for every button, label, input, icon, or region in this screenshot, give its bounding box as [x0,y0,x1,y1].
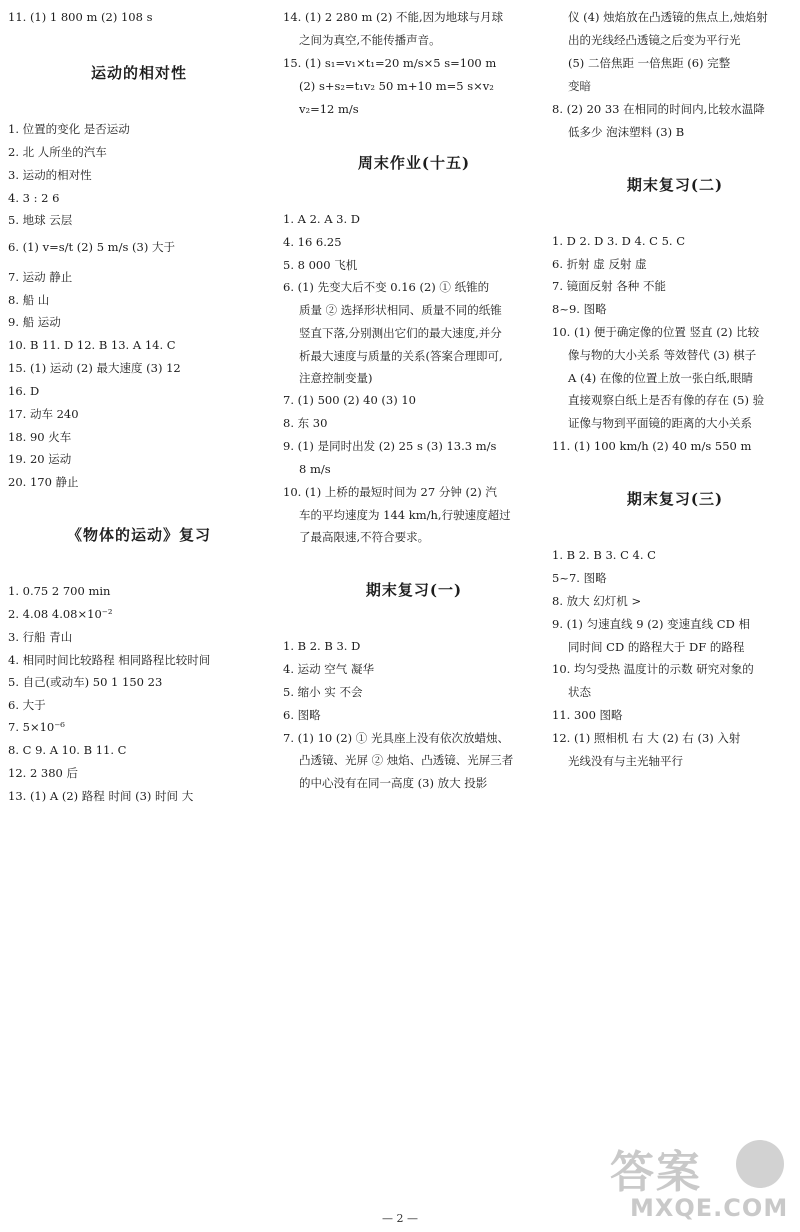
answer-line: 1. 位置的变化 是否运动 [8,122,130,136]
answer-line: 4. 3 : 2 6 [8,191,60,205]
answer-line: 17. 动车 240 [8,407,79,421]
answer-line: 光线没有与主光轴平行 [568,754,683,768]
section-heading-final-review-3: 期末复习(三) [626,490,724,508]
answer-line: 8. 东 30 [283,416,328,430]
answer-line: 质量 ② 选择形状相同、质量不同的纸锥 [299,303,502,317]
answer-line: 5. 8 000 飞机 [283,258,358,272]
answer-line: 5~7. 图略 [552,571,607,585]
answer-line: 16. D [8,384,40,398]
answer-line: 10. B 11. D 12. B 13. A 14. C [8,338,176,352]
answer-line: 9. (1) 匀速直线 9 (2) 变速直线 CD 相 [552,617,750,631]
answer-line: (2) s+s₂=t₁v₂ 50 m+10 m=5 s×v₂ [299,79,494,93]
section-heading-weekend-15: 周末作业(十五) [357,154,471,172]
answer-line: 2. 北 人所坐的汽车 [8,145,107,159]
answer-line: 低多少 泡沫塑料 (3) B [568,125,685,139]
answer-line: 的中心没有在同一高度 (3) 放大 投影 [299,776,488,790]
answer-line: 7. 5×10⁻⁶ [8,720,65,734]
answer-line: 2. 4.08 4.08×10⁻² [8,607,113,621]
answer-line: 14. (1) 2 280 m (2) 不能,因为地球与月球 [283,10,504,24]
answer-line: 11. (1) 100 km/h (2) 40 m/s 550 m [552,439,752,453]
section-heading-final-review-1: 期末复习(一) [365,581,463,599]
answer-line: 3. 运动的相对性 [8,168,92,182]
answer-line: 1. B 2. B 3. C 4. C [552,548,656,562]
answer-line: 7. (1) 10 (2) ① 光具座上没有依次放蜡烛、 [283,731,509,745]
answer-line: 析最大速度与质量的关系(答案合理即可, [299,349,503,363]
answer-line: 5. 地球 云层 [8,213,73,227]
answer-line: 20. 170 静止 [8,475,79,489]
answer-line: 8. 放大 幻灯机 > [552,594,642,608]
answer-line: 6. (1) 先变大后不变 0.16 (2) ① 纸锥的 [283,280,490,294]
answer-line: 6. 大于 [8,698,46,712]
answer-line: v₂=12 m/s [299,102,359,116]
answer-line: 仪 (4) 烛焰放在凸透镜的焦点上,烛焰射 [568,10,768,24]
answer-line: 11. (1) 1 800 m (2) 108 s [8,10,153,24]
watermark-text: 答案 [610,1147,702,1198]
answer-line: 1. B 2. B 3. D [283,639,361,653]
answer-line: 3. 行船 青山 [8,630,73,644]
answer-line: 注意控制变量) [299,371,373,385]
answer-line: 7. (1) 500 (2) 40 (3) 10 [283,393,416,407]
answer-line: 8 m/s [299,462,331,476]
answer-line: 18. 90 火车 [8,430,72,444]
answer-line: 6. 图略 [283,708,321,722]
answer-line: 1. D 2. D 3. D 4. C 5. C [552,234,686,248]
answer-line: 变暗 [568,79,591,93]
answer-line: 竖直下落,分别测出它们的最大速度,并分 [299,326,502,340]
answer-line: 1. 0.75 2 700 min [8,584,111,598]
answer-line: 15. (1) s₁=v₁×t₁=20 m/s×5 s=100 m [283,56,497,70]
section-heading-final-review-2: 期末复习(二) [626,176,724,194]
answer-line: 4. 相同时间比较路程 相同路程比较时间 [8,653,211,667]
answer-line: 10. (1) 便于确定像的位置 竖直 (2) 比较 [552,325,760,339]
answer-line: 像与物的大小关系 等效替代 (3) 棋子 [568,348,757,362]
watermark-seal-icon [736,1140,784,1188]
watermark-logo [600,1136,790,1226]
answer-line: 证像与物到平面镜的距离的大小关系 [568,416,752,430]
answer-line: 状态 [568,685,591,699]
answer-line: 11. 300 图略 [552,708,623,722]
answer-line: 10. 均匀受热 温度计的示数 研究对象的 [552,662,754,676]
answer-line: 直接观察白纸上是否有像的存在 (5) 验 [568,393,765,407]
answer-line: (5) 二倍焦距 一倍焦距 (6) 完整 [568,56,731,70]
answer-line: 10. (1) 上桥的最短时间为 27 分钟 (2) 汽 [283,485,497,499]
answer-line: 15. (1) 运动 (2) 最大速度 (3) 12 [8,361,181,375]
answer-line: 9. 船 运动 [8,315,61,329]
answer-line: 8. 船 山 [8,293,50,307]
answer-line: 8. (2) 20 33 在相同的时间内,比较水温降 [552,102,765,116]
section-heading-motion-review: 《物体的运动》复习 [66,526,211,544]
answer-line: 车的平均速度为 144 km/h,行驶速度超过 [299,508,511,522]
answer-line: 之间为真空,不能传播声音。 [299,33,441,47]
answer-line: 8. C 9. A 10. B 11. C [8,743,127,757]
answer-line: 同时间 CD 的路程大于 DF 的路程 [568,640,745,654]
answer-line: 5. 自己(或动车) 50 1 150 23 [8,675,163,689]
answer-line: 1. A 2. A 3. D [283,212,361,226]
watermark-url: MXQE.COM [630,1194,789,1222]
answer-line: 7. 镜面反射 各种 不能 [552,279,666,293]
answer-line: 5. 缩小 实 不会 [283,685,363,699]
answer-line: 9. (1) 是同时出发 (2) 25 s (3) 13.3 m/s [283,439,497,453]
answer-line: 19. 20 运动 [8,452,72,466]
answer-line: 4. 运动 空气 凝华 [283,662,374,676]
answer-line: 12. 2 380 后 [8,766,79,780]
answer-line: 6. (1) v=s/t (2) 5 m/s (3) 大于 [8,240,175,254]
answer-line: 12. (1) 照相机 右 大 (2) 右 (3) 入射 [552,731,741,745]
answer-line: 7. 运动 静止 [8,270,73,284]
answer-line: 8~9. 图略 [552,302,607,316]
answer-line: 13. (1) A (2) 路程 时间 (3) 时间 大 [8,789,194,803]
answer-line: 凸透镜、光屏 ② 烛焰、凸透镜、光屏三者 [299,753,514,767]
answer-line: 4. 16 6.25 [283,235,342,249]
answer-line: 6. 折射 虚 反射 虚 [552,257,647,271]
answer-line: A (4) 在像的位置上放一张白纸,眼睛 [568,371,754,385]
answer-line: 了最高限速,不符合要求。 [299,530,430,544]
answer-line: 出的光线经凸透镜之后变为平行光 [568,33,741,47]
page-number: — 2 — [382,1212,418,1225]
section-heading-relativity: 运动的相对性 [90,64,187,82]
